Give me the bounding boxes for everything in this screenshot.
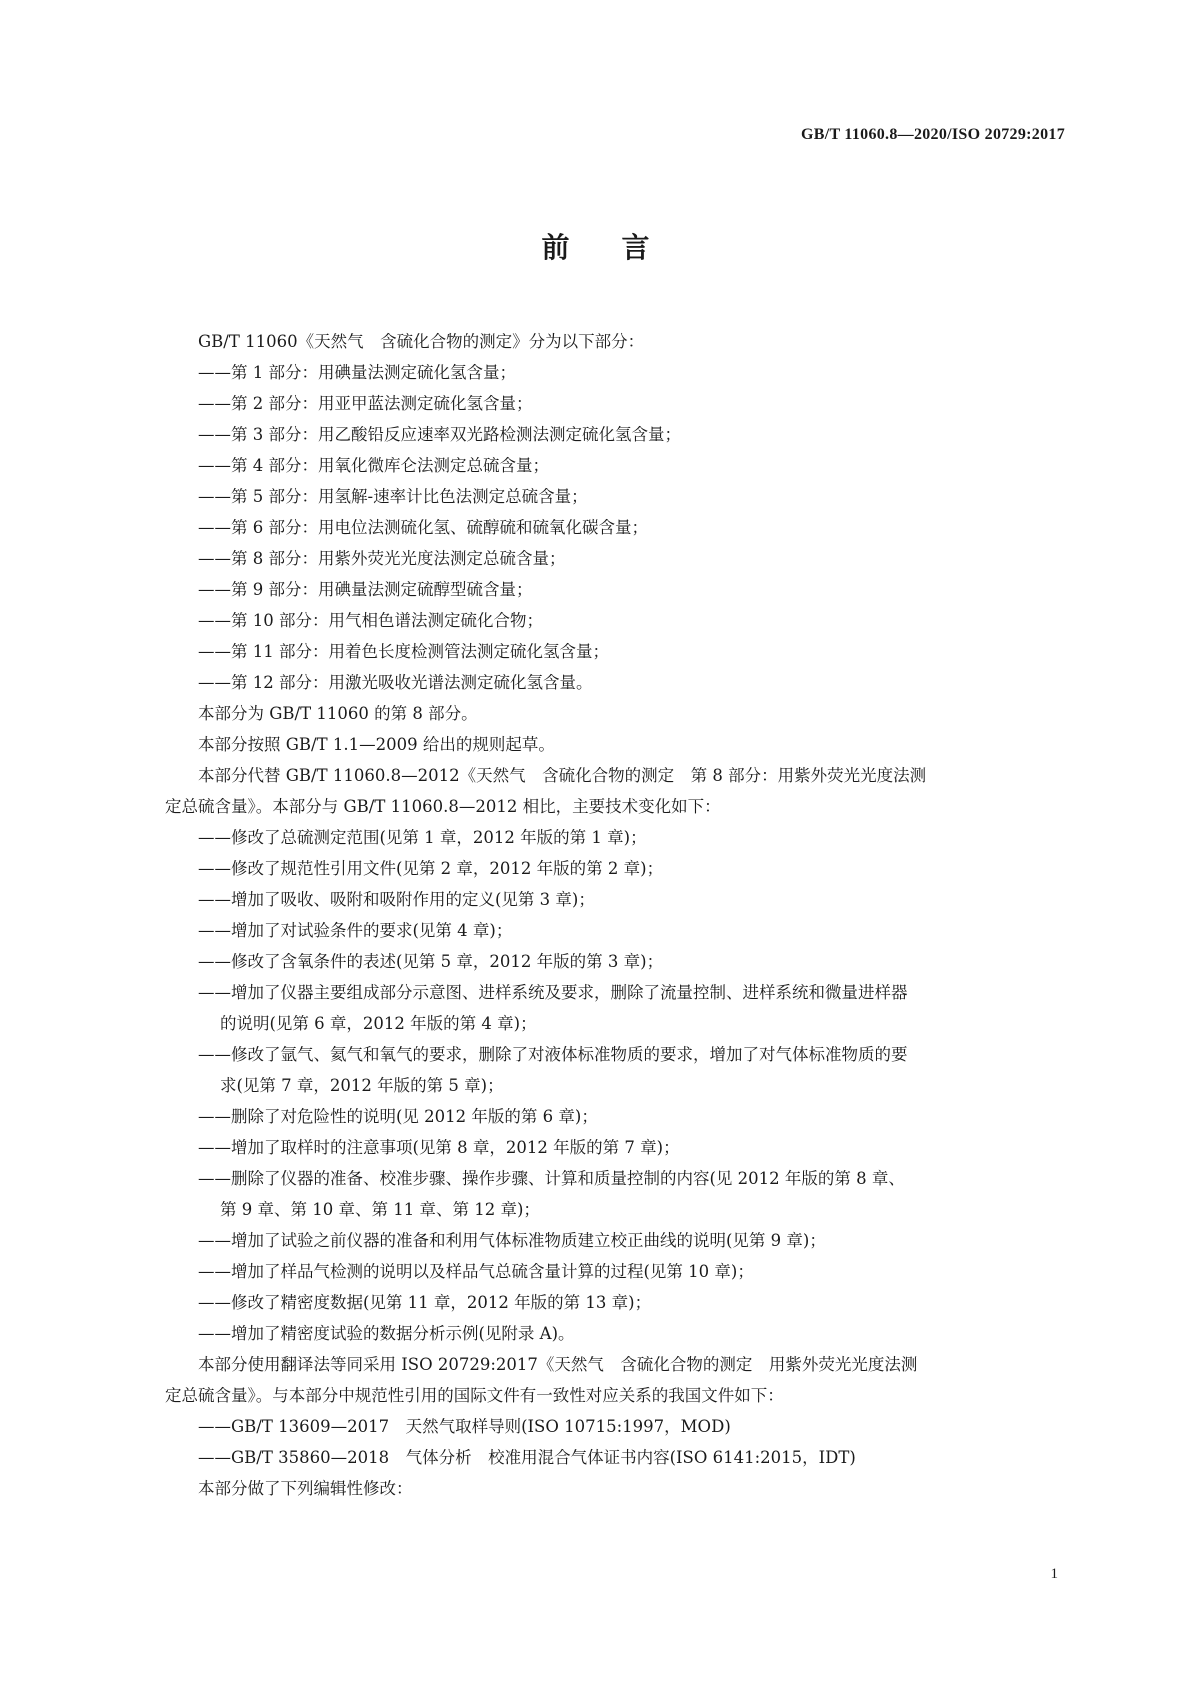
list-item: ——修改了氩气、氦气和氧气的要求，删除了对液体标准物质的要求，增加了对气体标准物质的要 [198,1045,908,1064]
paragraph-line: 本部分使用翻译法等同采用 ISO 20729:2017《天然气 含硫化合物的测定 用紫外荧光光度法测 [198,1355,918,1374]
list-item: ——第 10 部分：用气相色谱法测定硫化合物； [198,611,543,630]
list-item: ——修改了精密度数据(见第 11 章，2012 年版的第 13 章)； [198,1293,652,1312]
list-item: ——第 11 部分：用着色长度检测管法测定硫化氢含量； [198,642,609,661]
list-item: ——第 8 部分：用紫外荧光光度法测定总硫含量； [198,549,566,568]
list-item: ——第 4 部分：用氧化微库仑法测定总硫含量； [198,456,549,475]
list-item: ——GB/T 35860—2018 气体分析 校准用混合气体证书内容(ISO 6141:2015，IDT) [198,1448,856,1467]
list-item: ——删除了仪器的准备、校准步骤、操作步骤、计算和质量控制的内容(见 2012 年版的第 8 章、 [198,1169,905,1188]
document-body [165,326,1058,1504]
list-item: ——第 9 部分：用碘量法测定硫醇型硫含量； [198,580,533,599]
list-item: 求(见第 7 章，2012 年版的第 5 章)； [220,1076,504,1095]
list-item: ——修改了总硫测定范围(见第 1 章，2012 年版的第 1 章)； [198,828,647,847]
page-number: 1 [1050,1566,1058,1582]
paragraph-line: GB/T 11060《天然气 含硫化合物的测定》分为以下部分： [198,332,645,351]
paragraph-line: 本部分按照 GB/T 1.1—2009 给出的规则起草。 [198,735,555,754]
paragraph-line: 定总硫含量》。本部分与 GB/T 11060.8—2012 相比，主要技术变化如下： [165,797,721,816]
paragraph-line: 定总硫含量》。与本部分中规范性引用的国际文件有一致性对应关系的我国文件如下： [165,1386,784,1405]
list-item: ——删除了对危险性的说明(见 2012 年版的第 6 章)； [198,1107,598,1126]
list-item: ——增加了样品气检测的说明以及样品气总硫含量计算的过程(见第 10 章)； [198,1262,754,1281]
paragraph-line: 本部分为 GB/T 11060 的第 8 部分。 [198,704,478,723]
list-item: ——增加了仪器主要组成部分示意图、进样系统及要求，删除了流量控制、进样系统和微量进样器 [198,983,908,1002]
list-item: ——增加了取样时的注意事项(见第 8 章，2012 年版的第 7 章)； [198,1138,680,1157]
list-item: ——GB/T 13609—2017 天然气取样导则(ISO 10715:1997，MOD) [198,1417,731,1436]
list-item: ——第 5 部分：用氢解-速率计比色法测定总硫含量； [198,487,588,506]
list-item: ——增加了试验之前仪器的准备和利用气体标准物质建立校正曲线的说明(见第 9 章)； [198,1231,826,1250]
list-item: ——增加了精密度试验的数据分析示例(见附录 A)。 [198,1324,575,1343]
page-title: 前言 [541,231,702,264]
list-item: ——第 6 部分：用电位法测硫化氢、硫醇硫和硫氧化碳含量； [198,518,648,537]
list-item: 的说明(见第 6 章，2012 年版的第 4 章)； [220,1014,537,1033]
list-item: ——增加了对试验条件的要求(见第 4 章)； [198,921,513,940]
standard-code-header: GB/T 11060.8—2020/ISO 20729:2017 [800,126,1065,143]
list-item: ——修改了含氧条件的表述(见第 5 章，2012 年版的第 3 章)； [198,952,664,971]
list-item: ——修改了规范性引用文件(见第 2 章，2012 年版的第 2 章)； [198,859,664,878]
list-item: ——第 3 部分：用乙酸铅反应速率双光路检测法测定硫化氢含量； [198,425,681,444]
list-item: ——第 1 部分：用碘量法测定硫化氢含量； [198,363,516,382]
list-item: ——第 12 部分：用激光吸收光谱法测定硫化氢含量。 [198,673,593,692]
list-item: ——增加了吸收、吸附和吸附作用的定义(见第 3 章)； [198,890,595,909]
list-item: ——第 2 部分：用亚甲蓝法测定硫化氢含量； [198,394,533,413]
paragraph-line: 本部分代替 GB/T 11060.8—2012《天然气 含硫化合物的测定 第 8 部分：用紫外荧光光度法测 [198,766,927,785]
paragraph-line: 本部分做了下列编辑性修改： [198,1479,413,1498]
list-item: 第 9 章、第 10 章、第 11 章、第 12 章)； [220,1200,540,1219]
